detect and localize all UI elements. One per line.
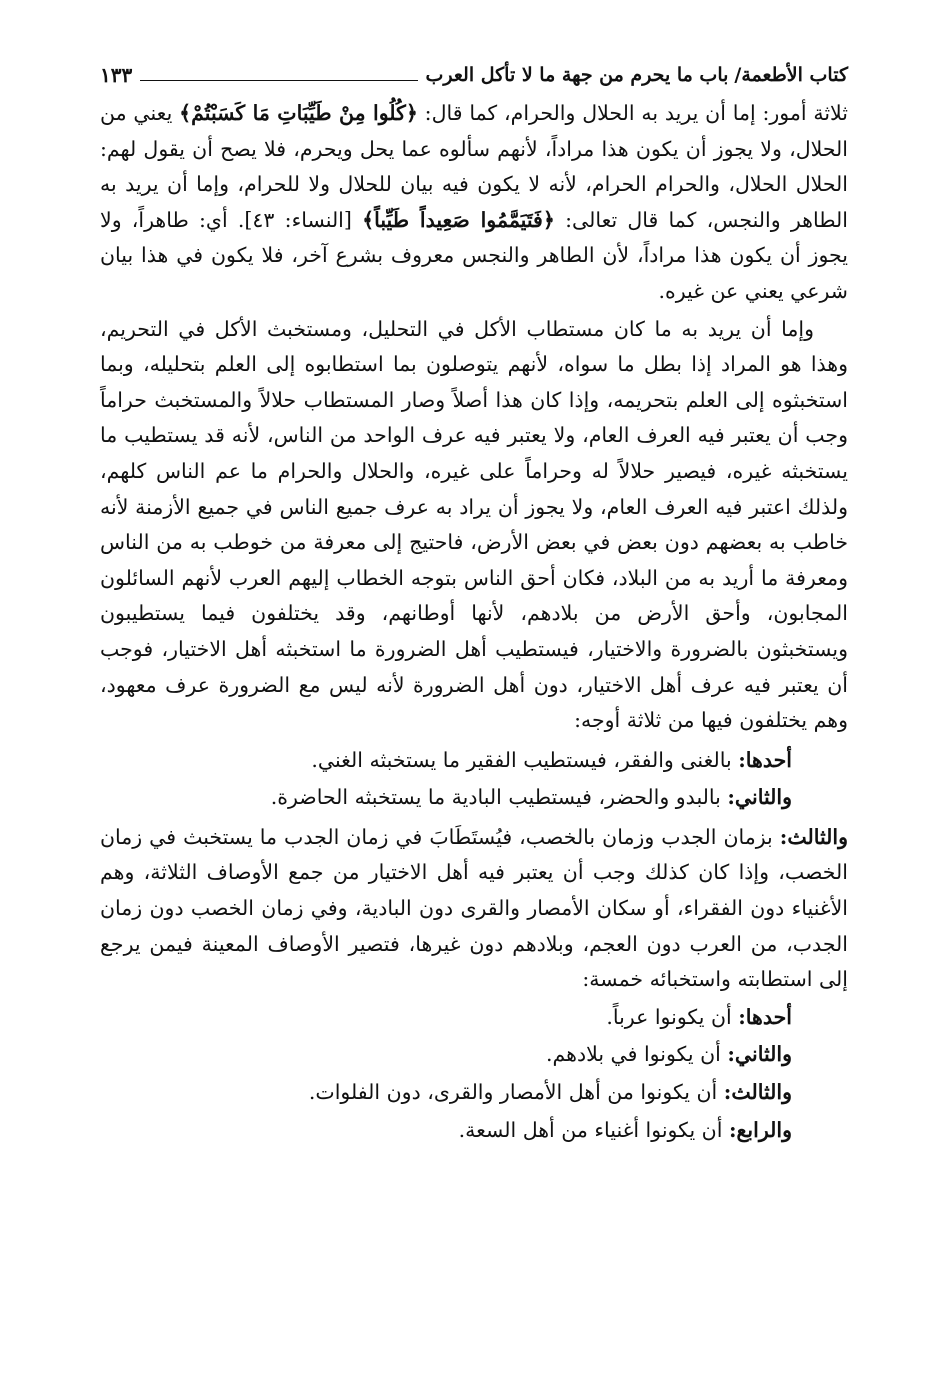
- list-item: [100, 1075, 848, 1111]
- list-item-text: بالغنى والفقر، فيستطيب الفقير ما يستخبثه الغني.: [311, 747, 739, 772]
- list-item-lead: والثاني:: [727, 1042, 792, 1067]
- list-item-lead: والثالث:: [723, 1080, 792, 1105]
- list-item: [100, 743, 848, 779]
- list-item: [100, 780, 848, 816]
- header-rule: [140, 80, 417, 81]
- list-item-lead: أحدها:: [738, 747, 792, 772]
- list-item-text: أن يكونوا من أهل الأمصار والقرى، دون الفلوات.: [308, 1080, 724, 1105]
- list-item: [100, 1000, 848, 1036]
- list-item-lead: والثاني:: [727, 785, 792, 810]
- paragraph-1: [100, 96, 848, 310]
- quran-verse-2: ﴿فَتَيَمَّمُوا صَعِيداً طَيِّباً﴾: [362, 207, 555, 232]
- paragraph-3-text: بزمان الجدب وزمان بالخصب، فيُستَطَابَ في زمان الجدب ما يستخبث في زمان الخصب، وإذا كان كذلك وجب أن يعتبر فيه أهل الاختيار من جمع الأوصاف الثلاثة، وهم الأغنياء دون الفقراء، أو سكان الأمصار والقرى دون البادية، وفي زمان الخصب دون زمان الجدب، من العرب دون العجم، وبلادهم دون غيرها، فتصير الأوصاف المعينة فيمن يرجع إلى استطابته واستخبائه خمسة:: [100, 824, 848, 992]
- quran-verse-1: ﴿كُلُوا مِنْ طَيِّبَاتِ مَا كَسَبْتُمْ﴾: [179, 101, 418, 125]
- book-page: [100, 58, 848, 1148]
- list-item: [100, 1037, 848, 1073]
- body-text: [100, 96, 848, 1148]
- book-title: كتاب الأطعمة/: [734, 64, 848, 86]
- chapter-title: باب ما يحرم من جهة ما لا تأكل العرب: [425, 64, 729, 86]
- running-header: [100, 58, 848, 92]
- list-item-lead: أحدها:: [738, 1004, 792, 1029]
- paragraph-3-lead: والثالث:: [779, 824, 848, 849]
- list-item-text: بالبدو والحضر، فيستطيب البادية ما يستخبثه الحاضرة.: [270, 785, 728, 810]
- paragraph-1-part-1: ثلاثة أمور: إما أن يريد به الحلال والحرام، كما قال:: [417, 101, 848, 125]
- page-number: ١٣٣: [100, 63, 133, 87]
- list-item-text: أن يكونوا أغنياء من أهل السعة.: [458, 1117, 729, 1142]
- list-item-lead: والرابع:: [728, 1117, 792, 1142]
- list-item-text: أن يكونوا في بلادهم.: [546, 1042, 728, 1067]
- paragraph-2: وإما أن يريد به ما كان مستطاب الأكل في التحليل، ومستخبث الأكل في التحريم، وهذا هو المراد إذا بطل ما سواه، لأنهم يتوصلون بما استطابوه إلى العلم بتحليله، وبما استخبثوه إلى العلم بتحريمه، وإذا كان هذا أصلاً وصار المستطاب حلالاً والمستخبث حراماً وجب أن يعتبر فيه العرف العام، ولا يعتبر فيه عرف الواحد من الناس، لأنه قد يستطيب ما يستخبثه غيره، فيصير حلالاً له وحراماً على غيره، والحلال والحرام ما عم الناس كلهم، ولذلك اعتبر فيه العرف العام، ولا يجوز أن يراد به عرف جميع الناس في جميع الأزمنة لأنه خاطب به بعضهم دون بعض في بعض الأرض، فاحتيج إلى معرفة من خوطب به من الناس ومعرفة ما أريد به من البلاد، فكان أحق الناس بتوجه الخطاب إليهم العرب لأنهم السائلون المجابون، وأحق الأرض من بلادهم، لأنها أوطانهم، وقد يختلفون فيما يستطيبون ويستخبثون بالضرورة والاختيار، فيستطيب أهل الضرورة ما استخبثه أهل الاختيار، فوجب أن يعتبر فيه عرف أهل الاختيار، دون أهل الضرورة لأنه ليس مع الضرورة عرف معهود، وهم يختلفون فيها من ثلاثة أوجه:: [100, 316, 848, 733]
- paragraph-1-part-2: يعني من الحلال، ولا يجوز أن يكون هذا مراداً، لأنهم سألوه عما يحل ويحرم، فلا يصح أن يقول لهم: الحلال الحلال، والحرام الحرام، لأنه لا يكون فيه بيان للحلال ولا للحرام، وإما أن يريد به الطاهر والنجس، كما قال تعالى:: [100, 101, 848, 232]
- paragraph-3: [100, 820, 848, 998]
- paragraph-1-part-3: [النساء: ٤٣]. أي: طاهراً، ولا يجوز أن يكون هذا مراداً، لأن الطاهر والنجس معروف بشرع آخر، فلا يكون في هذا بيان شرعي يعني عن غيره.: [100, 207, 848, 303]
- list-item-text: أن يكونوا عرباً.: [606, 1004, 739, 1029]
- list-item: [100, 1113, 848, 1149]
